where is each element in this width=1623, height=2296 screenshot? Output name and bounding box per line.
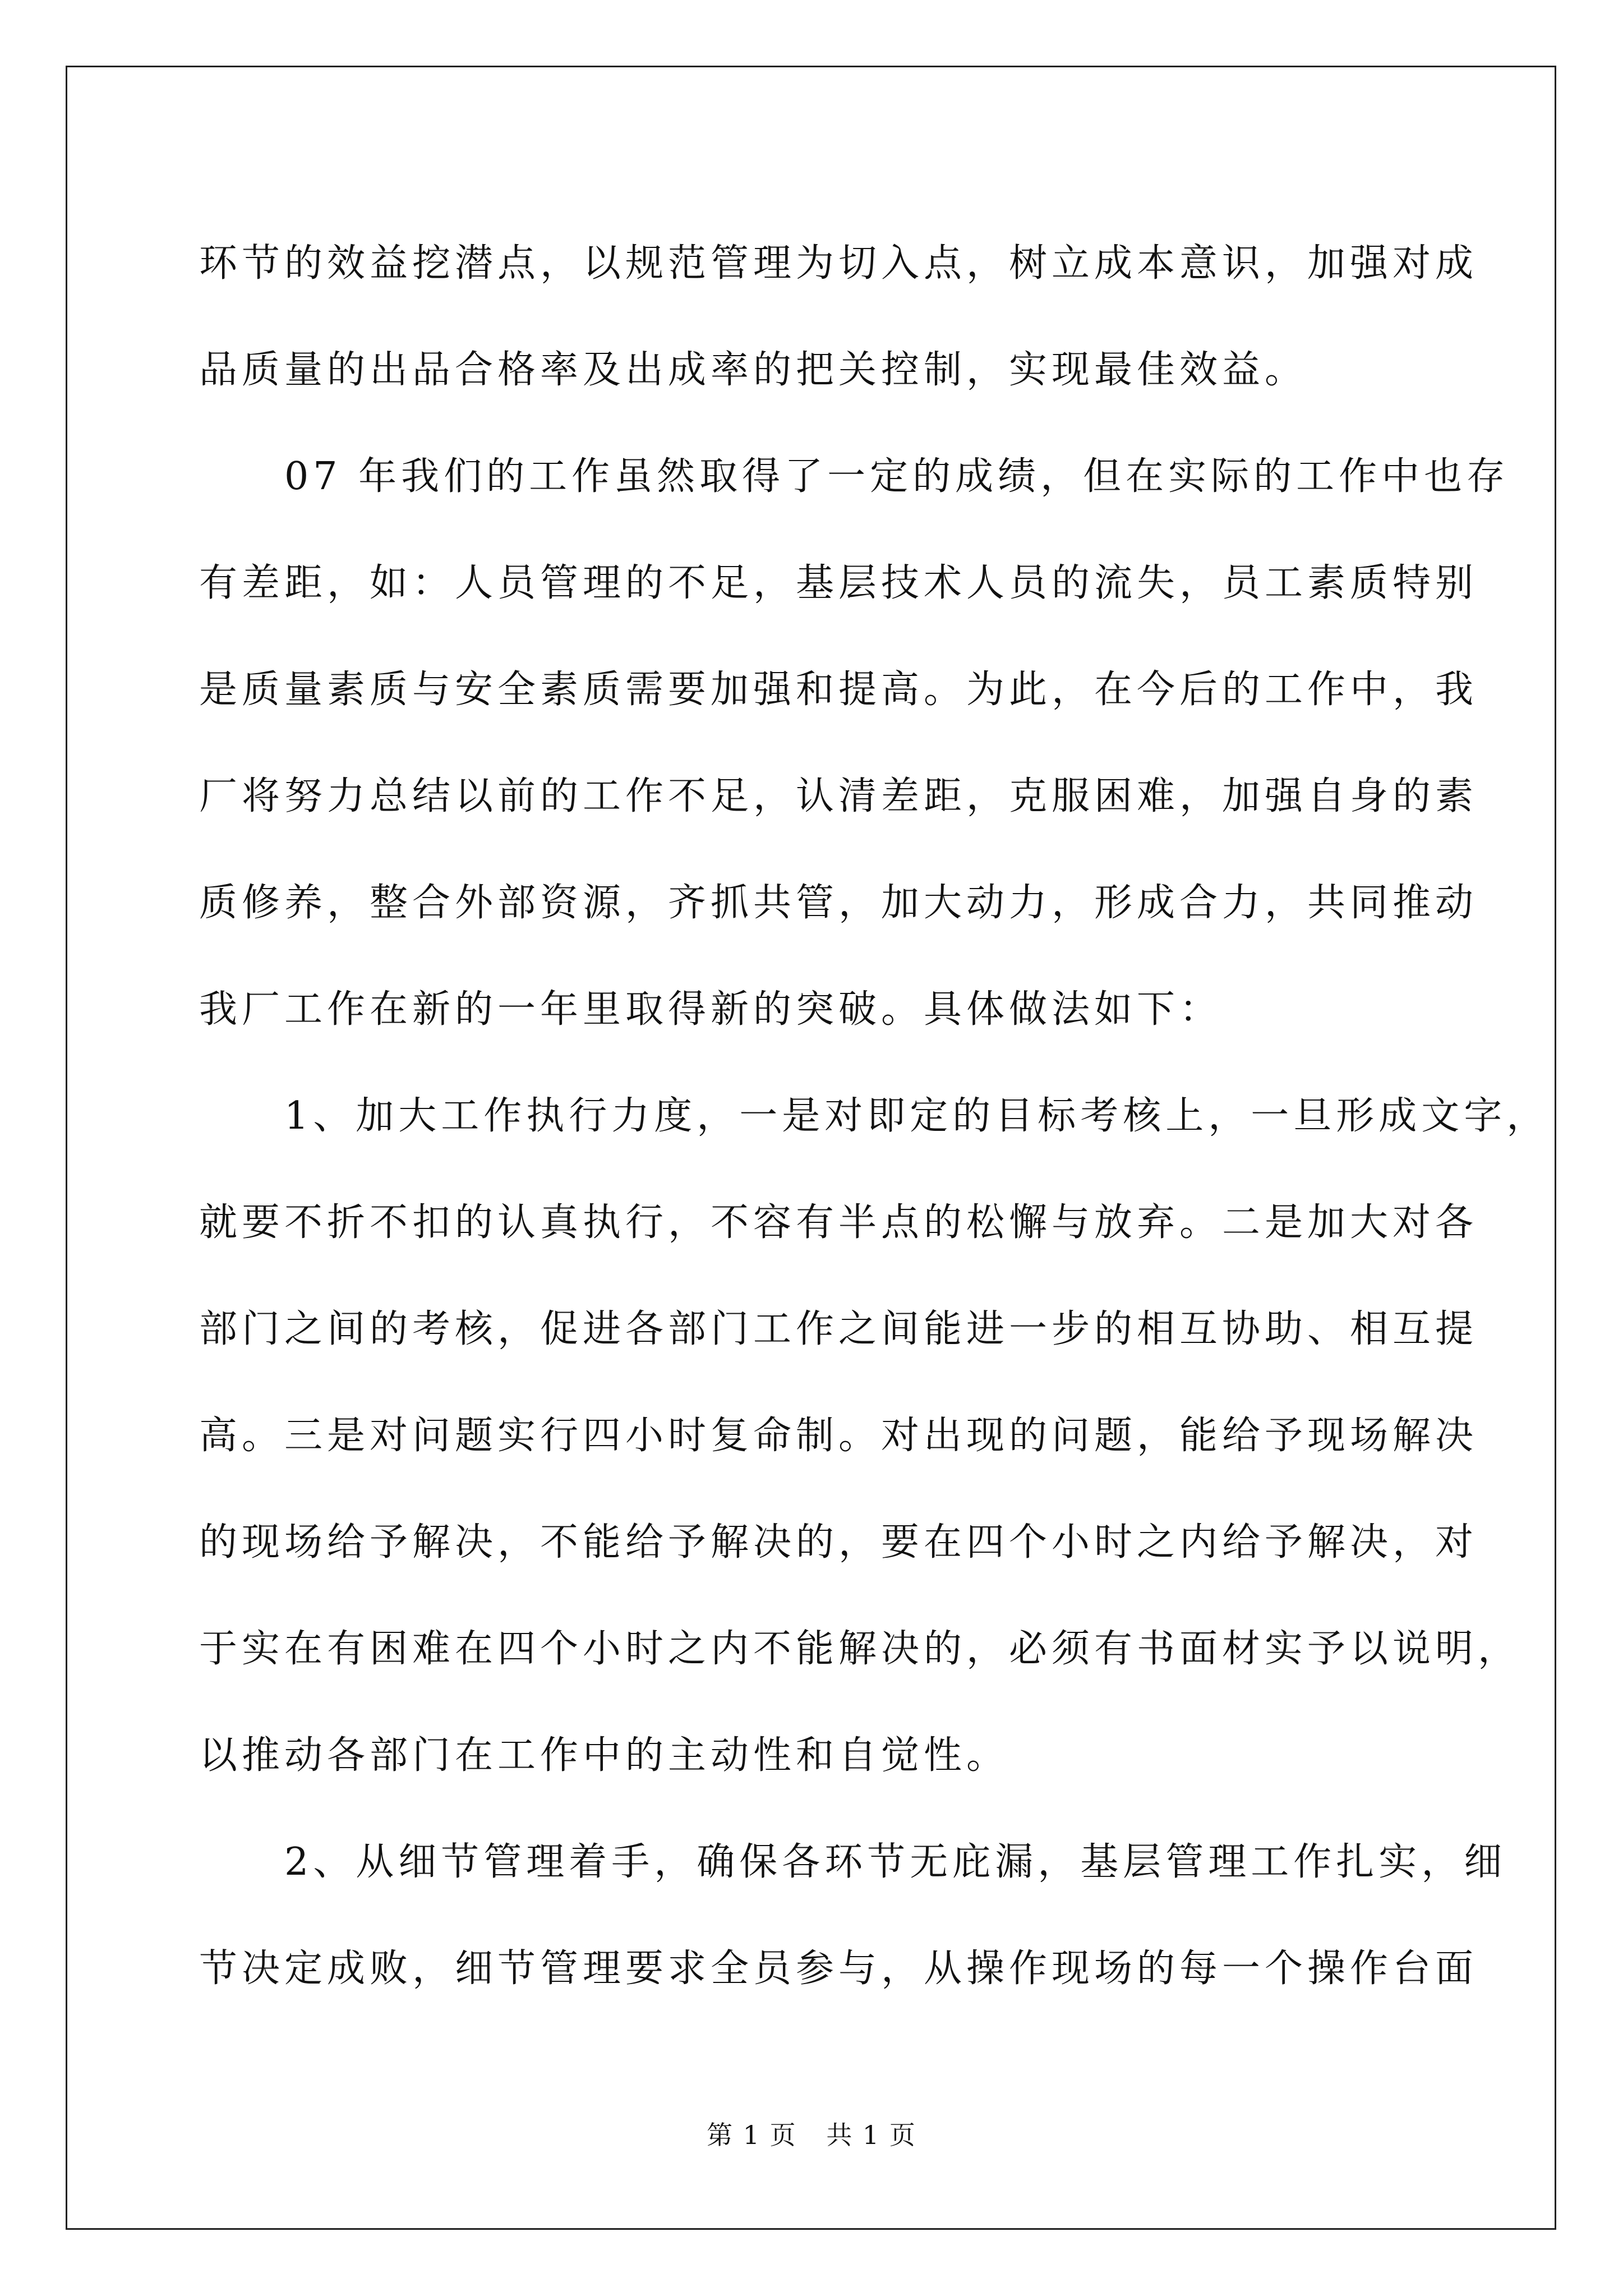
text-line: 质修养，整合外部资源，齐抓共管，加大动力，形成合力，共同推动 xyxy=(199,881,1478,925)
text-line: 就要不折不扣的认真执行，不容有半点的松懈与放弃。二是加大对各 xyxy=(199,1200,1478,1245)
text-line: 部门之间的考核，促进各部门工作之间能进一步的相互协助、相互提 xyxy=(199,1307,1478,1351)
page-total: 共 1 页 xyxy=(826,2120,916,2150)
text-line: 07 年我们的工作虽然取得了一定的成绩，但在实际的工作中也存 xyxy=(199,454,1510,499)
text-line: 有差距，如：人员管理的不足，基层技术人员的流失，员工素质特别 xyxy=(199,561,1478,605)
text-line: 于实在有困难在四个小时之内不能解决的，必须有书面材实予以说明， xyxy=(199,1627,1521,1671)
text-line: 的现场给予解决，不能给予解决的，要在四个小时之内给予解决，对 xyxy=(199,1520,1478,1565)
text-line: 高。三是对问题实行四小时复命制。对出现的问题，能给予现场解决 xyxy=(199,1414,1478,1458)
text-line: 2、从细节管理着手，确保各环节无庇漏，基层管理工作扎实，细 xyxy=(199,1840,1507,1884)
text-line: 以推动各部门在工作中的主动性和自觉性。 xyxy=(199,1733,1009,1778)
text-line: 我厂工作在新的一年里取得新的突破。具体做法如下： xyxy=(199,987,1223,1032)
text-line: 厂将努力总结以前的工作不足，认清差距，克服困难，加强自身的素 xyxy=(199,774,1478,818)
text-line: 节决定成败，细节管理要求全员参与，从操作现场的每一个操作台面 xyxy=(199,1947,1478,1991)
document-body xyxy=(199,210,1550,2022)
page-number: 第 1 页 xyxy=(707,2120,797,2150)
page-footer xyxy=(0,2115,1623,2152)
text-line: 1、加大工作执行力度，一是对即定的目标考核上，一旦形成文字， xyxy=(199,1094,1550,1138)
text-line: 品质量的出品合格率及出成率的把关控制，实现最佳效益。 xyxy=(199,348,1308,392)
text-line: 是质量素质与安全素质需要加强和提高。为此，在今后的工作中，我 xyxy=(199,668,1478,712)
text-line: 环节的效益挖潜点，以规范管理为切入点，树立成本意识，加强对成 xyxy=(199,241,1478,286)
